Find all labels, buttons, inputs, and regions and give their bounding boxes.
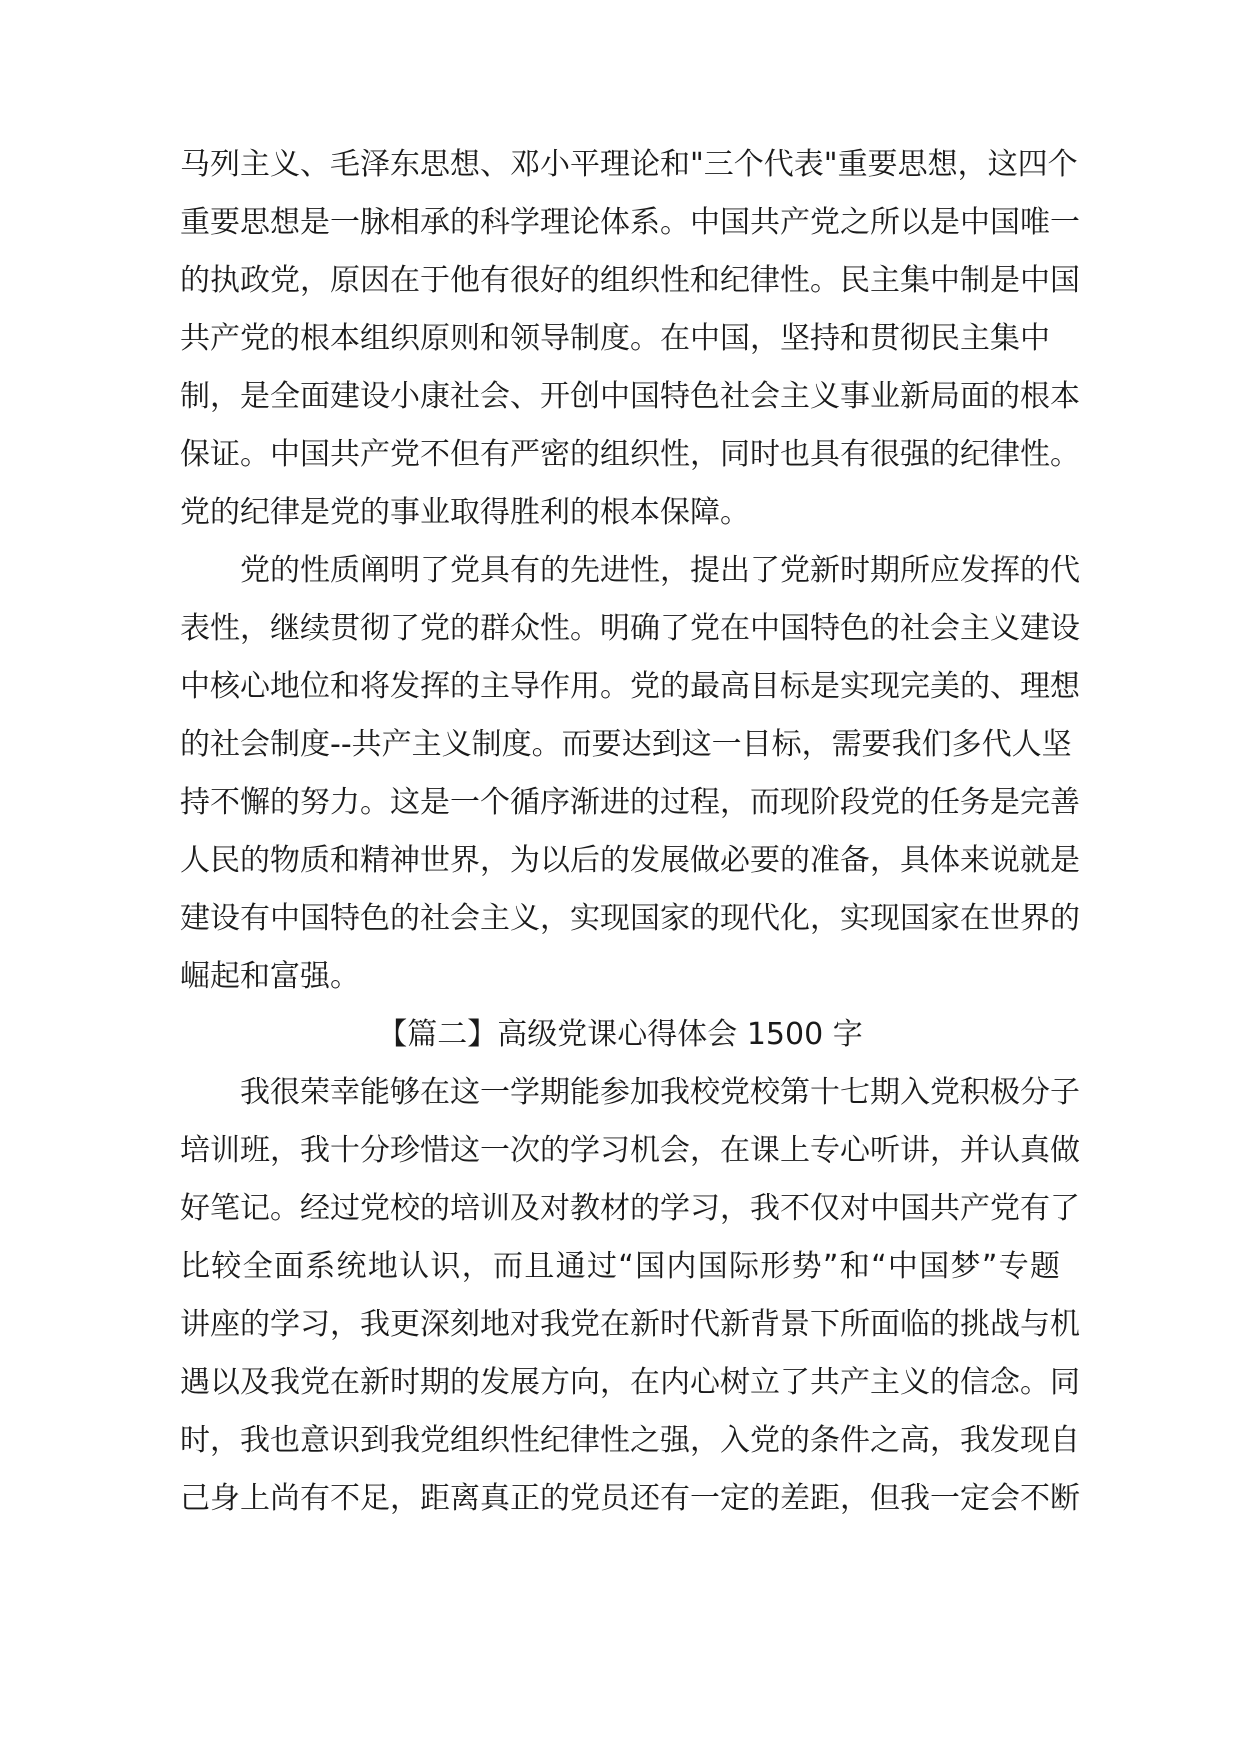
text-line: 党的性质阐明了党具有的先进性，提出了党新时期所应发挥的代 (240, 553, 1080, 588)
text-line: 持不懈的努力。这是一个循序渐进的过程，而现阶段党的任务是完善 (180, 785, 1080, 820)
text-line: 人民的物质和精神世界，为以后的发展做必要的准备，具体来说就是 (180, 843, 1080, 878)
text-line: 重要思想是一脉相承的科学理论体系。中国共产党之所以是中国唯一 (180, 205, 1080, 240)
paragraph-1 (180, 136, 1080, 542)
paragraph-2 (180, 542, 1080, 1006)
text-line: 讲座的学习，我更深刻地对我党在新时代新背景下所面临的挑战与机 (180, 1307, 1080, 1342)
text-line: 遇以及我党在新时期的发展方向，在内心树立了共产主义的信念。同 (180, 1365, 1080, 1400)
text-line: 表性，继续贯彻了党的群众性。明确了党在中国特色的社会主义建设 (180, 611, 1080, 646)
text-line: 党的纪律是党的事业取得胜利的根本保障。 (180, 495, 750, 530)
text-line: 共产党的根本组织原则和领导制度。在中国，坚持和贯彻民主集中 (180, 321, 1050, 356)
text-line: 我很荣幸能够在这一学期能参加我校党校第十七期入党积极分子 (240, 1075, 1080, 1110)
text-line: 崛起和富强。 (180, 959, 360, 994)
text-line: 时，我也意识到我党组织性纪律性之强，入党的条件之高，我发现自 (180, 1423, 1080, 1458)
text-line: 保证。中国共产党不但有严密的组织性，同时也具有很强的纪律性。 (180, 437, 1080, 472)
text-line: 中核心地位和将发挥的主导作用。党的最高目标是实现完美的、理想 (180, 669, 1080, 704)
document-body (180, 136, 1080, 1528)
text-line: 培训班，我十分珍惜这一次的学习机会，在课上专心听讲，并认真做 (180, 1133, 1080, 1168)
text-line: 比较全面系统地认识，而且通过“国内国际形势”和“中国梦”专题 (180, 1249, 1060, 1284)
text-line: 的执政党，原因在于他有很好的组织性和纪律性。民主集中制是中国 (180, 263, 1080, 298)
paragraph-3 (180, 1064, 1080, 1528)
text-line: 好笔记。经过党校的培训及对教材的学习，我不仅对中国共产党有了 (180, 1191, 1080, 1226)
text-line: 己身上尚有不足，距离真正的党员还有一定的差距，但我一定会不断 (180, 1481, 1080, 1516)
text-line: 马列主义、毛泽东思想、邓小平理论和"三个代表"重要思想，这四个 (180, 147, 1078, 182)
text-line: 的社会制度--共产主义制度。而要达到这一目标，需要我们多代人坚 (180, 727, 1072, 762)
text-line: 建设有中国特色的社会主义，实现国家的现代化，实现国家在世界的 (180, 901, 1080, 936)
section-heading: 【篇二】高级党课心得体会 1500 字 (377, 1017, 863, 1052)
text-line: 制，是全面建设小康社会、开创中国特色社会主义事业新局面的根本 (180, 379, 1080, 414)
